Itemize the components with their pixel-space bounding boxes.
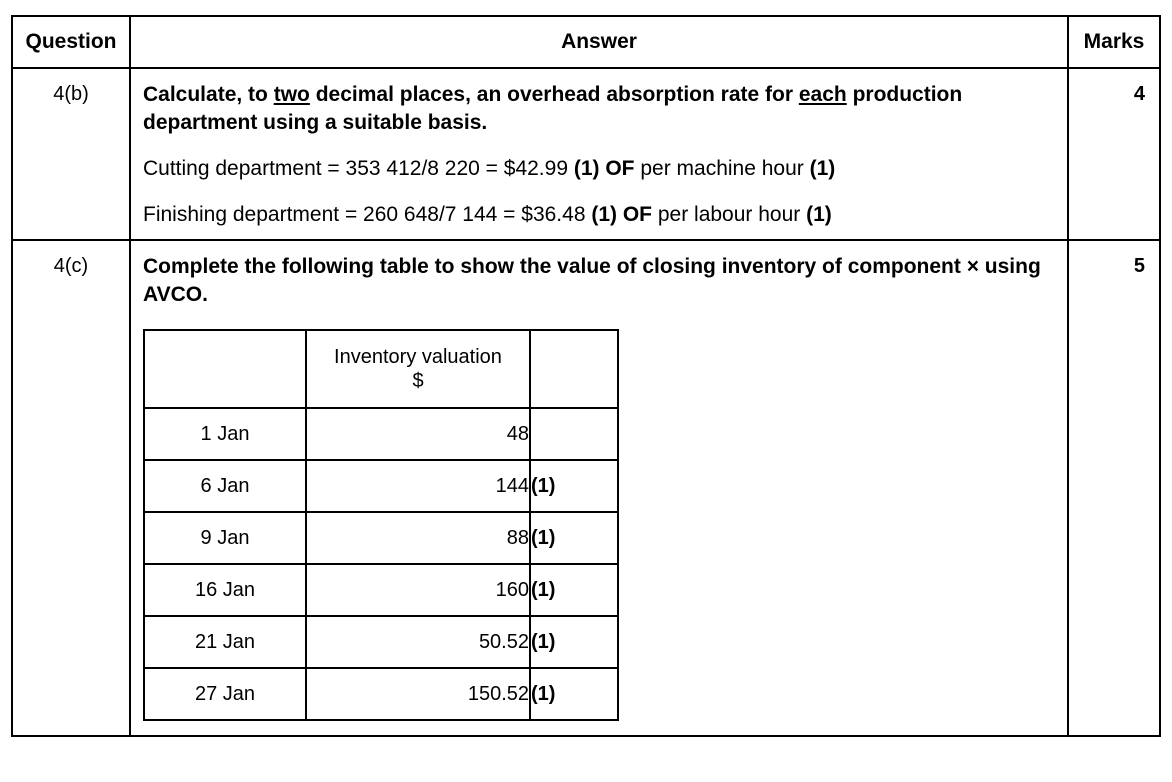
- mark-award: (1): [573, 157, 600, 180]
- row-mark: (1): [530, 512, 618, 564]
- header-currency: $: [412, 370, 424, 392]
- row-value: 144: [306, 460, 530, 512]
- question-prompt: [143, 81, 1055, 137]
- of-note: OF: [617, 203, 653, 226]
- header-answer: Answer: [130, 16, 1068, 68]
- row-mark: (1): [530, 564, 618, 616]
- header-marks: Marks: [1068, 16, 1160, 68]
- table-row: [144, 616, 618, 668]
- header-question: Question: [12, 16, 130, 68]
- marks-value: 4: [1068, 68, 1160, 240]
- header-row: [12, 16, 1160, 68]
- question-number: 4(b): [12, 68, 130, 240]
- prompt-text: decimal places, an overhead absorption rate for: [309, 83, 799, 106]
- row-date: 1 Jan: [144, 408, 306, 460]
- question-row-4b: [12, 68, 1160, 240]
- of-note: OF: [599, 157, 635, 180]
- inventory-header-valuation: [306, 330, 530, 408]
- inventory-header-row: [144, 330, 618, 408]
- prompt-underline: each: [798, 83, 847, 106]
- row-value: 50.52: [306, 616, 530, 668]
- row-date: 6 Jan: [144, 460, 306, 512]
- table-row: [144, 408, 618, 460]
- answer-cell: [130, 68, 1068, 240]
- question-row-4c: [12, 240, 1160, 736]
- inventory-header-empty: [144, 330, 306, 408]
- mark-scheme-table: [11, 15, 1161, 737]
- row-mark: (1): [530, 460, 618, 512]
- marks-value: 5: [1068, 240, 1160, 736]
- row-value: 150.52: [306, 668, 530, 720]
- prompt-underline: two: [273, 83, 310, 106]
- row-mark: (1): [530, 668, 618, 720]
- row-date: 9 Jan: [144, 512, 306, 564]
- question-prompt: Complete the following table to show the value of closing inventory of component × using AVCO.: [143, 255, 1041, 306]
- mark-award: (1): [806, 203, 832, 226]
- row-date: 16 Jan: [144, 564, 306, 616]
- row-date: 21 Jan: [144, 616, 306, 668]
- table-row: [144, 460, 618, 512]
- answer-line-finishing: [143, 201, 1055, 229]
- table-row: [144, 512, 618, 564]
- answer-text: per labour hour: [652, 203, 807, 226]
- table-row: [144, 668, 618, 720]
- inventory-table: [143, 329, 619, 721]
- row-mark: [530, 408, 618, 460]
- prompt-text: Calculate, to: [143, 83, 274, 106]
- mark-award: (1): [809, 157, 836, 180]
- prompt-text: production department using a suitable basis.: [143, 83, 963, 134]
- mark-award: (1): [591, 203, 618, 226]
- row-mark: (1): [530, 616, 618, 668]
- row-value: 48: [306, 408, 530, 460]
- answer-text: Finishing department = 260 648/7 144 = $36.48: [143, 203, 592, 226]
- row-value: 88: [306, 512, 530, 564]
- table-row: [144, 564, 618, 616]
- header-line: Inventory valuation: [334, 346, 502, 368]
- inventory-header-mark: [530, 330, 618, 408]
- row-date: 27 Jan: [144, 668, 306, 720]
- answer-text: Cutting department = 353 412/8 220 = $42.99: [143, 157, 574, 180]
- answer-line-cutting: [143, 155, 1055, 183]
- answer-text: per machine hour: [634, 157, 810, 180]
- row-value: 160: [306, 564, 530, 616]
- answer-cell: [130, 240, 1068, 736]
- question-number: 4(c): [12, 240, 130, 736]
